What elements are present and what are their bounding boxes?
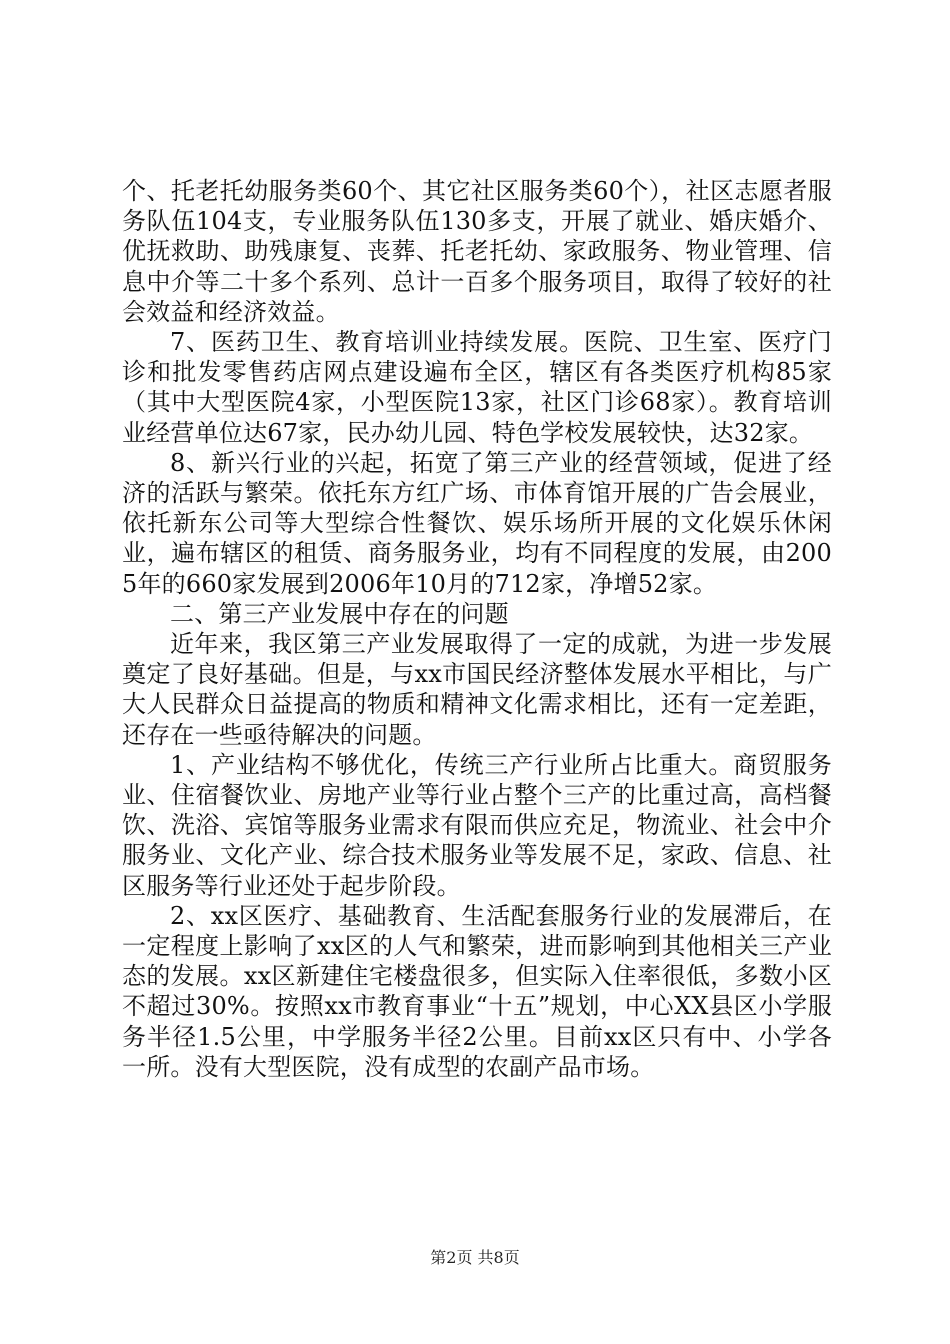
paragraph-problem-1: 1、产业结构不够优化，传统三产行业所占比重大。商贸服务业、住宿餐饮业、房地产业等行业占整个三产的比重过高，高档餐饮、洗浴、宾馆等服务业需求有限而供应充足，物流业、社会中介服务业、文化产业、综合技术服务业等发展不足，家政、信息、社区服务等行业还处于起步阶段。	[122, 750, 832, 900]
paragraph-continuation: 个、托老托幼服务类60个、其它社区服务类60个），社区志愿者服务队伍104支，专业服务队伍130多支，开展了就业、婚庆婚介、优抚救助、助残康复、丧葬、托老托幼、家政服务、物业管理、信息中介等二十多个系列、总计一百多个服务项目，取得了较好的社会效益和经济效益。	[122, 177, 832, 326]
paragraph-item-7: 7、医药卫生、教育培训业持续发展。医院、卫生室、医疗门诊和批发零售药店网点建设遍布全区，辖区有各类医疗机构85家（其中大型医院4家，小型医院13家，社区门诊68家）。教育培训业经营单位达67家，民办幼儿园、特色学校发展较快，达32家。	[122, 328, 832, 447]
page-footer: 第2页 共8页	[430, 1248, 520, 1267]
paragraph-problem-2: 2、xx区医疗、基础教育、生活配套服务行业的发展滞后，在一定程度上影响了xx区的人气和繁荣，进而影响到其他相关三产业态的发展。xx区新建住宅楼盘很多，但实际入住率很低，多数小区不超过30%。按照xx市教育事业“十五”规划，中心XX县区小学服务半径1.5公里，中学服务半径2公里。目前xx区只有中、小学各一所。没有大型医院，没有成型的农副产品市场。	[122, 901, 832, 1081]
paragraph-item-8: 8、新兴行业的兴起，拓宽了第三产业的经营领域，促进了经济的活跃与繁荣。依托东方红广场、市体育馆开展的广告会展业，依托新东公司等大型综合性餐饮、娱乐场所开展的文化娱乐休闲业，遍布辖区的租赁、商务服务业，均有不同程度的发展，由2005年的660家发展到2006年10月的712家，净增52家。	[122, 448, 832, 598]
section-heading: 二、第三产业发展中存在的问题	[170, 599, 509, 628]
document-body	[122, 176, 832, 1082]
paragraph-intro: 近年来，我区第三产业发展取得了一定的成就，为进一步发展奠定了良好基础。但是，与xx市国民经济整体发展水平相比，与广大人民群众日益提高的物质和精神文化需求相比，还有一定差距，还存在一些亟待解决的问题。	[122, 630, 832, 749]
